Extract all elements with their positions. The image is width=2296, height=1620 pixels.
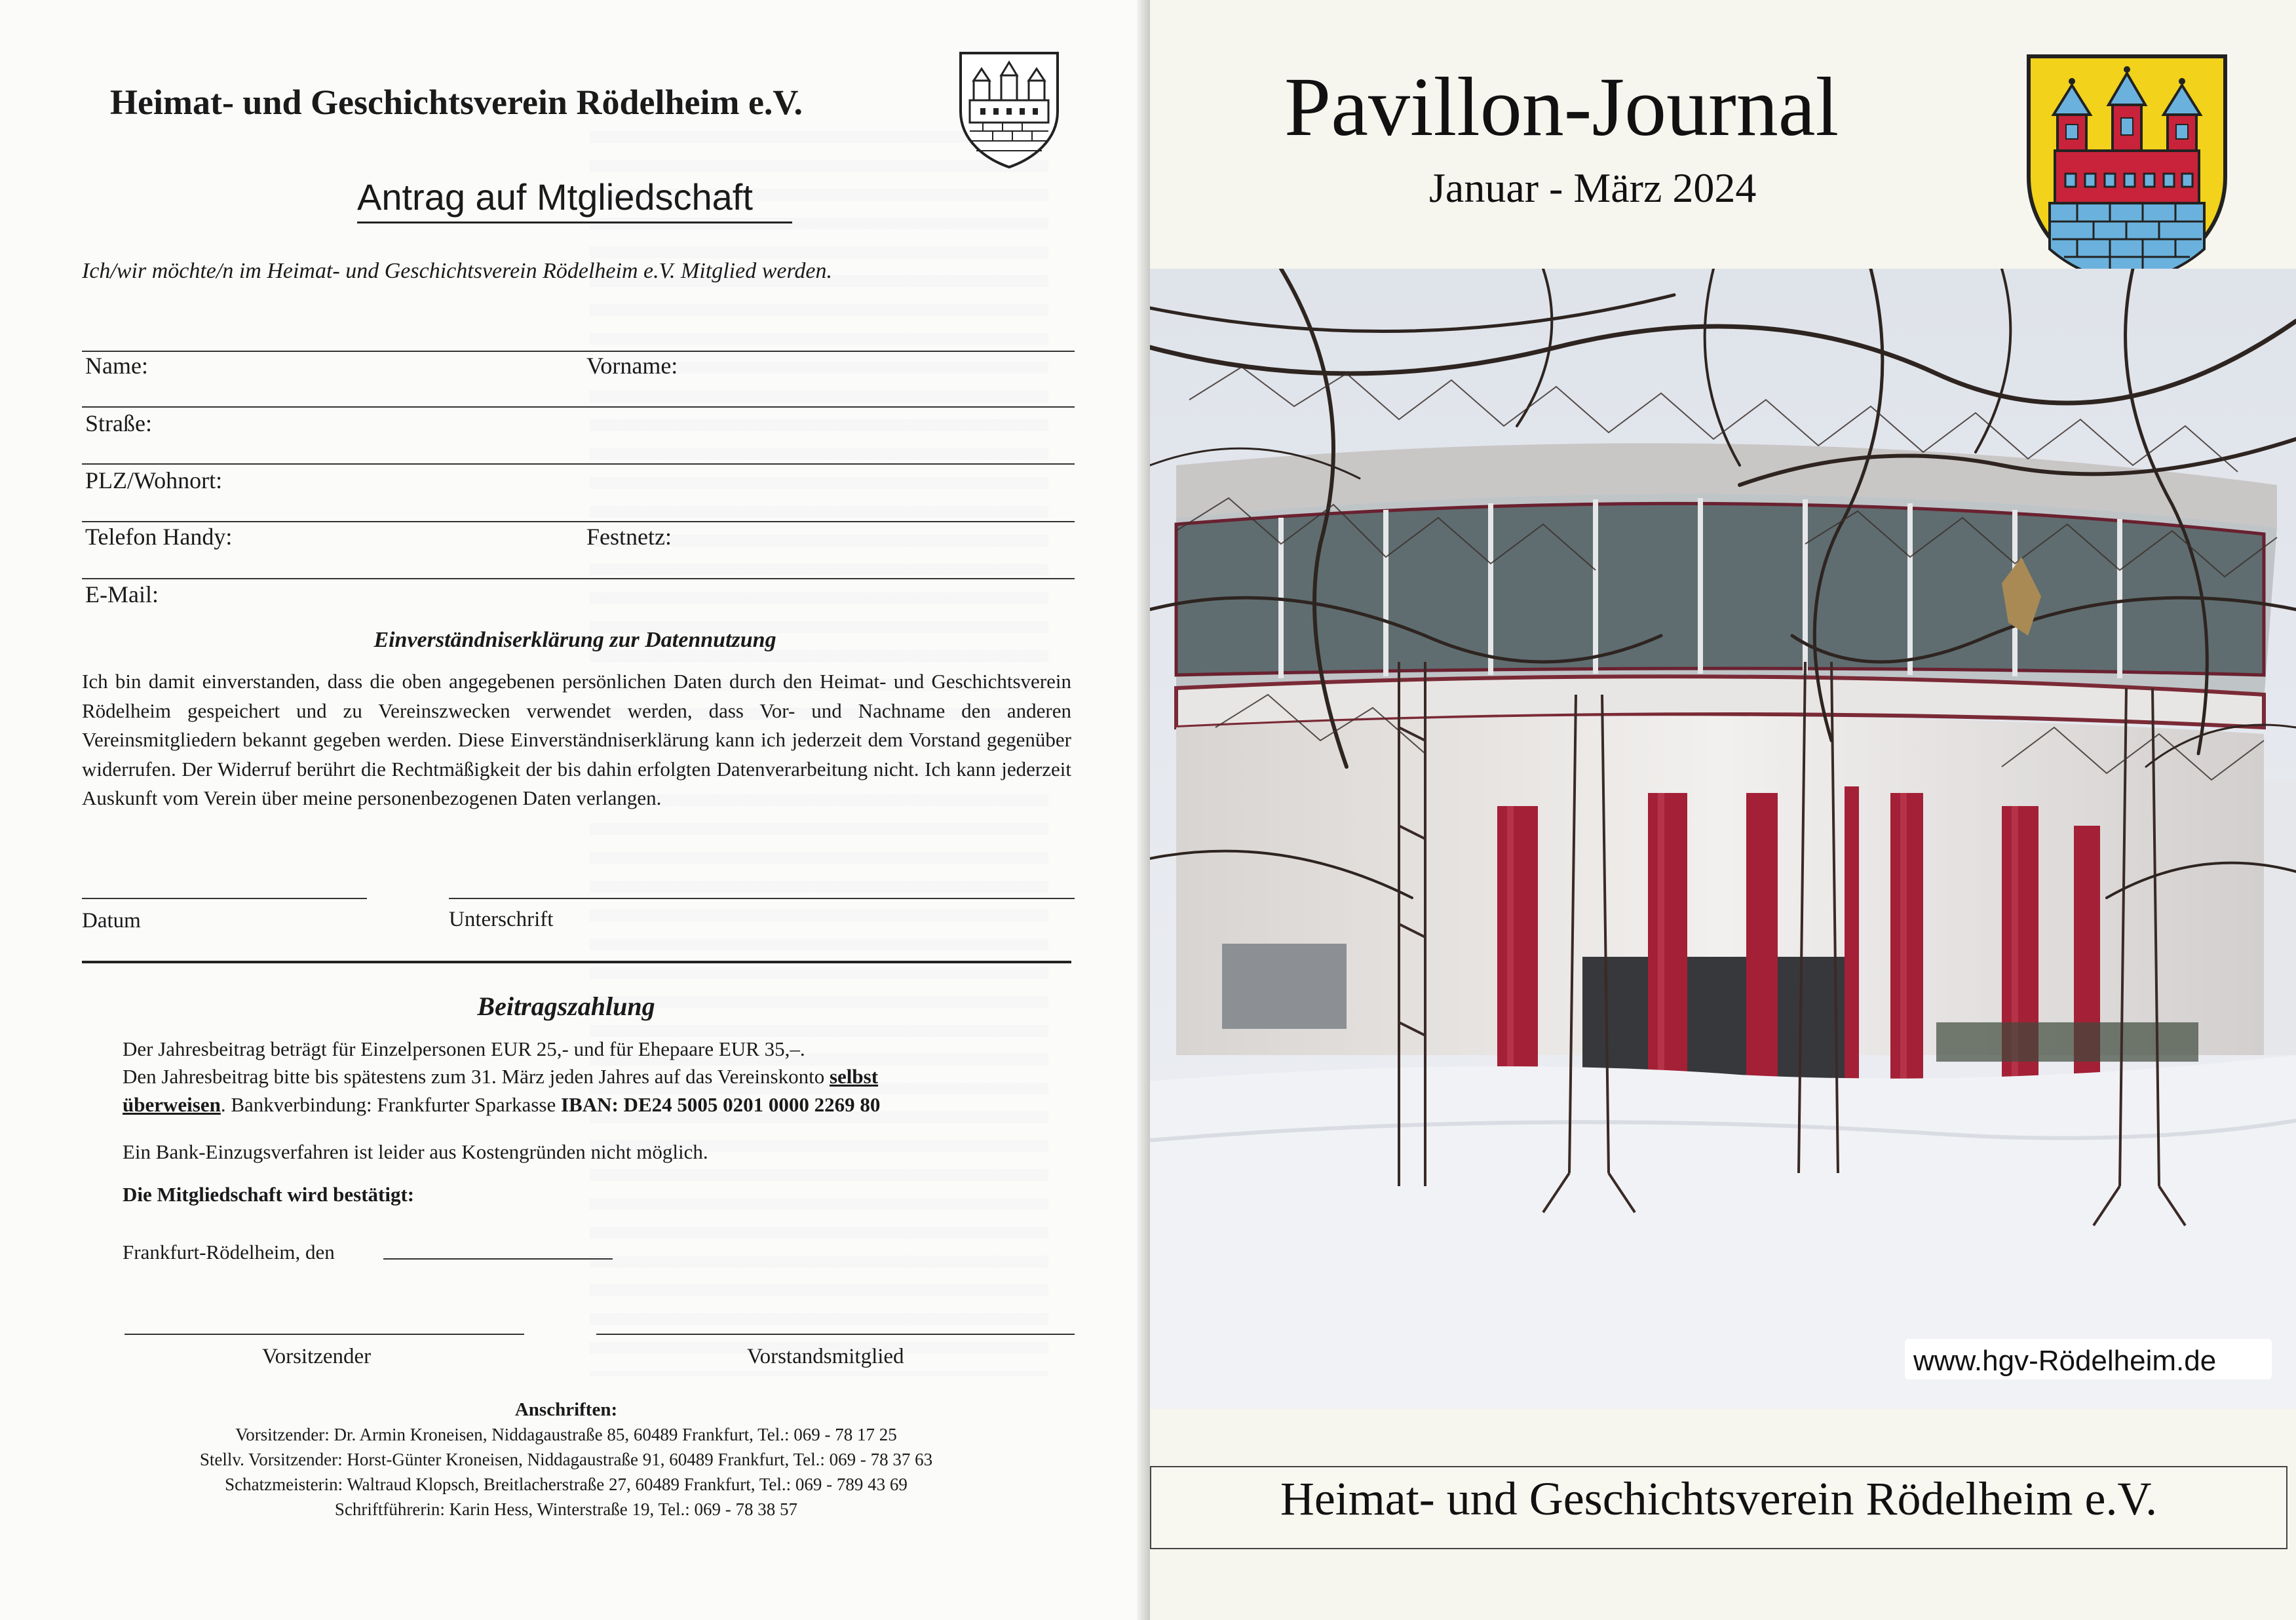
membership-intro: Ich/wir möchte/n im Heimat- und Geschichtsverein Rödelheim e.V. Mitglied werden.	[82, 259, 833, 283]
vorname-label: Vorname:	[586, 353, 678, 379]
consent-body: Ich bin damit einverstanden, dass die oben angegebenen persönlichen Daten durch den Heimat- und Geschichtsverein Rödelheim gespeichert und zu Vereinszwecken verwendet werden, dass Vor- und Nachname den anderen Vereinsmitgliedern bekannt gegeben werden. Diese Einverständniserklärung kann ich jederzeit dem Vorstand gegenüber widerrufen. Der Widerruf berührt die Rechtmäßigkeit der bis dahin erfolgten Datenverarbeitung nicht. Ich kann jederzeit Auskunft vom Verein über meine personenbezogenen Daten verlangen.	[82, 670, 1071, 809]
beitrag-line-3	[123, 1093, 880, 1117]
plz-label: PLZ/Wohnort:	[85, 467, 223, 493]
confirm-label: Die Mitgliedschaft wird bestätigt:	[123, 1183, 415, 1206]
beitrag-line-4: Ein Bank-Einzugsverfahren ist leider aus Kostengründen nicht möglich.	[123, 1140, 708, 1163]
address-line: Stellv. Vorsitzender: Horst-Günter Kroneisen, Niddagaustraße 91, 60489 Frankfurt, Tel.: 069 - 78 37 63	[199, 1450, 933, 1469]
footer-title: Heimat- und Geschichtsverein Rödelheim e.V.	[1280, 1473, 2158, 1525]
coat-of-arms-small-icon	[957, 49, 1062, 170]
strasse-field[interactable]	[82, 406, 1075, 408]
beitrag-line-2-text: Den Jahresbeitrag bitte bis spätestens zum 31. März jeden Jahres auf das Vereinskonto	[123, 1065, 830, 1088]
selbst-emphasis: selbst	[829, 1065, 879, 1088]
address-line: Vorsitzender: Dr. Armin Kroneisen, Niddagaustraße 85, 60489 Frankfurt, Tel.: 069 - 78 17 25	[235, 1425, 897, 1444]
unterschrift-field[interactable]	[449, 898, 1075, 899]
ueberweisen-emphasis: überweisen	[123, 1093, 221, 1116]
header-title: Heimat- und Geschichtsverein Rödelheim e.V.	[110, 83, 803, 122]
journal-date: Januar - März 2024	[1429, 164, 1757, 211]
plz-field[interactable]	[82, 463, 1075, 465]
vorstandsmitglied-signature-line[interactable]	[596, 1334, 1075, 1335]
datum-field[interactable]	[82, 898, 367, 899]
website-url[interactable]: www.hgv-Rödelheim.de	[1913, 1345, 2217, 1377]
form-title: Antrag auf Mtgliedschaft	[357, 176, 753, 218]
confirm-date-field[interactable]	[383, 1258, 613, 1260]
iban: IBAN: DE24 5005 0201 0000 2269 80	[560, 1093, 881, 1116]
pavilion-photo	[1150, 269, 2296, 1409]
coat-of-arms-icon	[2025, 52, 2229, 295]
right-page	[1150, 0, 2296, 1620]
bank-text: . Bankverbindung: Frankfurter Sparkasse	[220, 1093, 561, 1116]
unterschrift-label: Unterschrift	[449, 908, 554, 931]
consent-heading: Einverständniserklärung zur Datennutzung	[373, 628, 776, 652]
name-label: Name:	[85, 353, 148, 379]
section-divider	[82, 961, 1071, 963]
beitrag-line-2	[123, 1065, 878, 1089]
page-fold-shadow	[1137, 0, 1150, 1620]
title-underline	[357, 222, 792, 223]
place-date-label: Frankfurt-Rödelheim, den	[123, 1241, 335, 1263]
telefon-label: Telefon Handy:	[85, 524, 233, 550]
address-line: Schriftführerin: Karin Hess, Winterstraße 19, Tel.: 069 - 78 38 57	[334, 1499, 798, 1519]
journal-title: Pavillon-Journal	[1284, 60, 1839, 153]
address-line: Schatzmeisterin: Waltraud Klopsch, Breitlacherstraße 27, 60489 Frankfurt, Tel.: 069 - 789 43 69	[225, 1475, 908, 1494]
datum-label: Datum	[82, 909, 141, 933]
name-field[interactable]	[82, 351, 1075, 352]
telefon-field[interactable]	[82, 521, 1075, 522]
email-label: E-Mail:	[85, 581, 159, 608]
email-field[interactable]	[82, 578, 1075, 579]
vorsitzender-signature-line[interactable]	[124, 1334, 524, 1335]
strasse-label: Straße:	[85, 410, 152, 436]
festnetz-label: Festnetz:	[586, 524, 672, 550]
beitrag-line-1: Der Jahresbeitrag beträgt für Einzelpersonen EUR 25,- und für Ehepaare EUR 35,–.	[123, 1037, 805, 1060]
addresses-heading: Anschriften:	[514, 1399, 618, 1420]
vorsitzender-label: Vorsitzender	[262, 1345, 372, 1368]
vorstandsmitglied-label: Vorstandsmitglied	[747, 1345, 904, 1368]
beitrag-heading: Beitragszahlung	[477, 992, 655, 1021]
